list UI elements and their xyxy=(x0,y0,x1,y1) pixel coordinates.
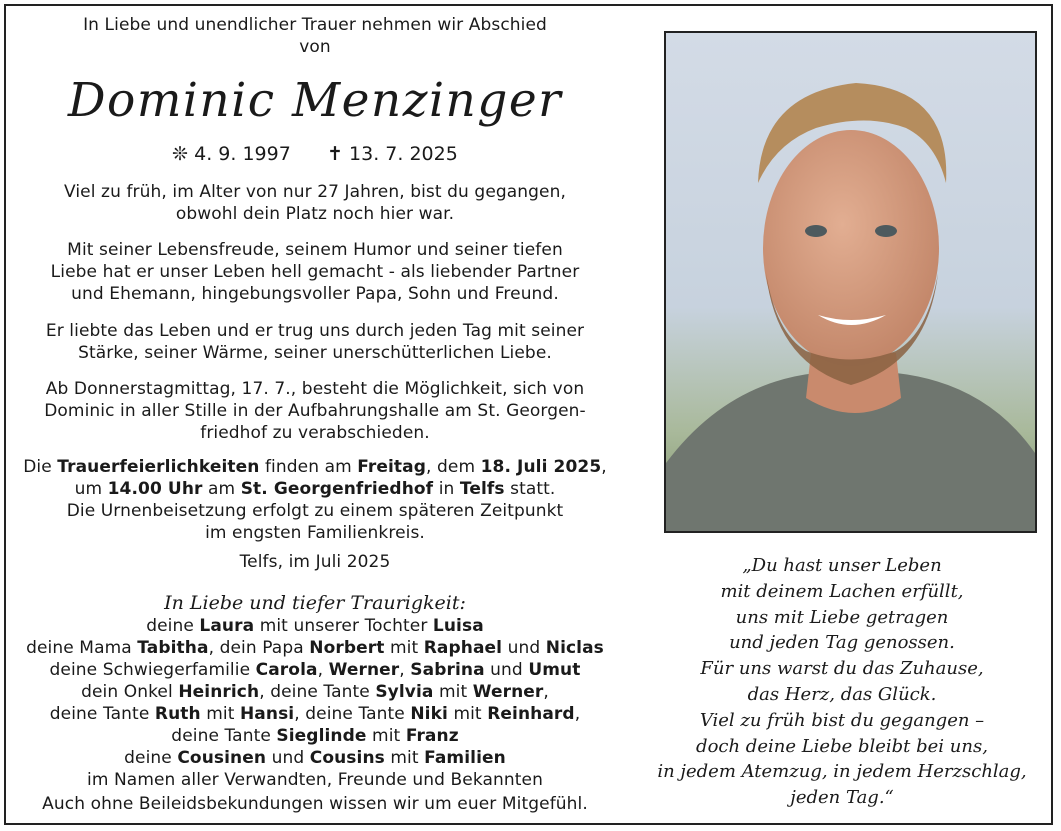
text-run: statt. xyxy=(504,479,556,499)
paragraph-viewing xyxy=(6,378,624,444)
death-cross-icon: ✝ xyxy=(327,143,343,165)
text-run: deine xyxy=(124,748,178,768)
mourner-line xyxy=(6,747,624,769)
text-line: Er liebte das Leben und er trug uns durch jeden Tag mit seiner xyxy=(45,321,585,341)
text-run: mit xyxy=(384,638,424,658)
text-run: am xyxy=(202,479,241,499)
text-run-bold: Carola xyxy=(255,660,318,680)
text-run-bold: Laura xyxy=(199,616,255,636)
text-run-bold: 14.00 Uhr xyxy=(107,479,203,499)
right-eye xyxy=(875,225,897,237)
text-run-bold: Franz xyxy=(405,726,459,746)
text-line: obwohl dein Platz noch hier war. xyxy=(175,204,455,224)
mourner-line xyxy=(6,637,624,659)
text-run-bold: Umut xyxy=(528,660,581,680)
text-run-bold: Tabitha xyxy=(137,638,209,658)
text-line: Mit seiner Lebensfreude, seinem Humor und seiner tiefen xyxy=(67,240,563,260)
portrait-photo xyxy=(664,31,1037,533)
text-run: deine Tante xyxy=(49,704,155,724)
intro-line: In Liebe und unendlicher Trauer nehmen wir Abschied xyxy=(83,15,547,35)
text-run-bold: 18. Juli 2025 xyxy=(480,457,602,477)
text-run: dein Onkel xyxy=(81,682,179,702)
text-run: deine xyxy=(146,616,200,636)
text-line: Dominic in aller Stille in der Aufbahrungshalle am St. Georgen- xyxy=(44,401,586,421)
text-run-bold: Ruth xyxy=(154,704,201,724)
text-run-bold: Cousinen xyxy=(177,748,267,768)
poem-line: doch deine Liebe bleibt bei uns, xyxy=(696,735,988,757)
text-line xyxy=(6,456,624,478)
text-run: mit xyxy=(447,704,488,724)
paragraph-age xyxy=(6,181,624,225)
poem-line: Viel zu früh bist du gegangen – xyxy=(699,709,985,731)
poem-line: Für uns warst du das Zuhause, xyxy=(700,658,984,680)
text-line: Viel zu früh, im Alter von nur 27 Jahren, bist du gegangen, xyxy=(63,182,566,202)
text-line: Die Urnenbeisetzung erfolgt zu einem späteren Zeitpunkt xyxy=(66,501,564,521)
text-run: finden am xyxy=(259,457,358,477)
portrait-illustration xyxy=(666,33,1035,531)
text-run: Die xyxy=(23,457,58,477)
poem-line: in jedem Atemzug, in jedem Herzschlag, xyxy=(657,761,1027,783)
text-run: um xyxy=(74,479,108,499)
poem-line: und jeden Tag genossen. xyxy=(729,632,955,654)
face xyxy=(763,130,939,366)
text-run: , xyxy=(317,660,329,680)
text-run-bold: Freitag xyxy=(357,457,426,477)
text-run: deine Schwiegerfamilie xyxy=(49,660,256,680)
mourners-heading: In Liebe und tiefer Traurigkeit: xyxy=(164,592,466,614)
mourner-line xyxy=(6,703,624,725)
text-run: und xyxy=(266,748,310,768)
text-run-bold: Luisa xyxy=(432,616,484,636)
text-line xyxy=(6,478,624,500)
text-run: , xyxy=(601,457,607,477)
text-run: mit xyxy=(433,682,473,702)
text-line: Ab Donnerstagmittag, 17. 7., besteht die Möglichkeit, sich von xyxy=(45,379,585,399)
mourner-line xyxy=(6,615,624,637)
life-dates xyxy=(6,141,624,167)
text-run: , dein Papa xyxy=(208,638,310,658)
text-run-bold: Heinrich xyxy=(178,682,260,702)
poem-line: das Herz, das Glück. xyxy=(747,683,937,705)
text-run-bold: Hansi xyxy=(239,704,295,724)
text-run-bold: Raphael xyxy=(423,638,503,658)
text-run-bold: St. Georgenfriedhof xyxy=(240,479,434,499)
text-run: , dem xyxy=(425,457,481,477)
text-run: mit unserer Tochter xyxy=(254,616,433,636)
mourners-section xyxy=(6,591,624,791)
text-run-bold: Reinhard xyxy=(487,704,575,724)
text-run: und xyxy=(502,638,546,658)
text-run-bold: Werner xyxy=(328,660,400,680)
text-run: deine Mama xyxy=(26,638,138,658)
text-run-bold: Sabrina xyxy=(410,660,485,680)
paragraph-love xyxy=(6,320,624,364)
text-line: friedhof zu verabschieden. xyxy=(200,423,430,443)
left-eye xyxy=(805,225,827,237)
text-run-bold: Cousins xyxy=(309,748,385,768)
text-run-bold: Sylvia xyxy=(375,682,434,702)
text-run: deine Tante xyxy=(171,726,277,746)
text-run: und xyxy=(484,660,529,680)
poem-line: mit deinem Lachen erfüllt, xyxy=(720,580,964,602)
text-run-bold: Familien xyxy=(424,748,506,768)
text-run: , deine Tante xyxy=(259,682,376,702)
birth-star-icon: ❊ xyxy=(172,143,189,165)
poem-line: uns mit Liebe getragen xyxy=(735,606,949,628)
intro-line: von xyxy=(299,37,331,57)
text-run: , xyxy=(574,704,581,724)
mourner-line xyxy=(6,681,624,703)
paragraph-joy xyxy=(6,239,624,305)
mourner-line: im Namen aller Verwandten, Freunde und Bekannten xyxy=(87,770,543,790)
text-run-bold: Werner xyxy=(472,682,544,702)
text-line: Stärke, seiner Wärme, seiner unerschütterlichen Liebe. xyxy=(78,343,552,363)
death-date: 13. 7. 2025 xyxy=(349,143,458,165)
text-run: in xyxy=(433,479,460,499)
poem-line: jeden Tag.“ xyxy=(790,787,894,809)
text-run-bold: Niclas xyxy=(545,638,604,658)
birth-date: 4. 9. 1997 xyxy=(194,143,291,165)
closing-note-text: Auch ohne Beileidsbekundungen wissen wir um euer Mitgefühl. xyxy=(42,794,588,814)
text-run: , xyxy=(543,682,549,702)
deceased-name: Dominic Menzinger xyxy=(67,73,563,128)
text-run-bold: Telfs xyxy=(459,479,505,499)
text-run-bold: Sieglinde xyxy=(276,726,367,746)
text-line: im engsten Familienkreis. xyxy=(205,523,425,543)
intro-text xyxy=(6,14,624,58)
text-run-bold: Trauerfeierlichkeiten xyxy=(57,457,260,477)
text-line: und Ehemann, hingebungsvoller Papa, Sohn und Freund. xyxy=(71,284,559,304)
place-date-text: Telfs, im Juli 2025 xyxy=(239,552,391,572)
memorial-poem xyxy=(632,553,1052,811)
text-run: , deine Tante xyxy=(294,704,411,724)
funeral-info xyxy=(6,456,624,544)
text-run-bold: Niki xyxy=(410,704,448,724)
text-run-bold: Norbert xyxy=(309,638,385,658)
place-date xyxy=(6,551,624,573)
poem-line: „Du hast unser Leben xyxy=(742,555,942,576)
text-run: mit xyxy=(384,748,425,768)
text-run: mit xyxy=(366,726,406,746)
mourner-line xyxy=(6,725,624,747)
text-run: , xyxy=(399,660,411,680)
text-run: mit xyxy=(200,704,240,724)
closing-note xyxy=(6,793,624,815)
mourner-line xyxy=(6,659,624,681)
text-line: Liebe hat er unser Leben hell gemacht - als liebender Partner xyxy=(50,262,580,282)
